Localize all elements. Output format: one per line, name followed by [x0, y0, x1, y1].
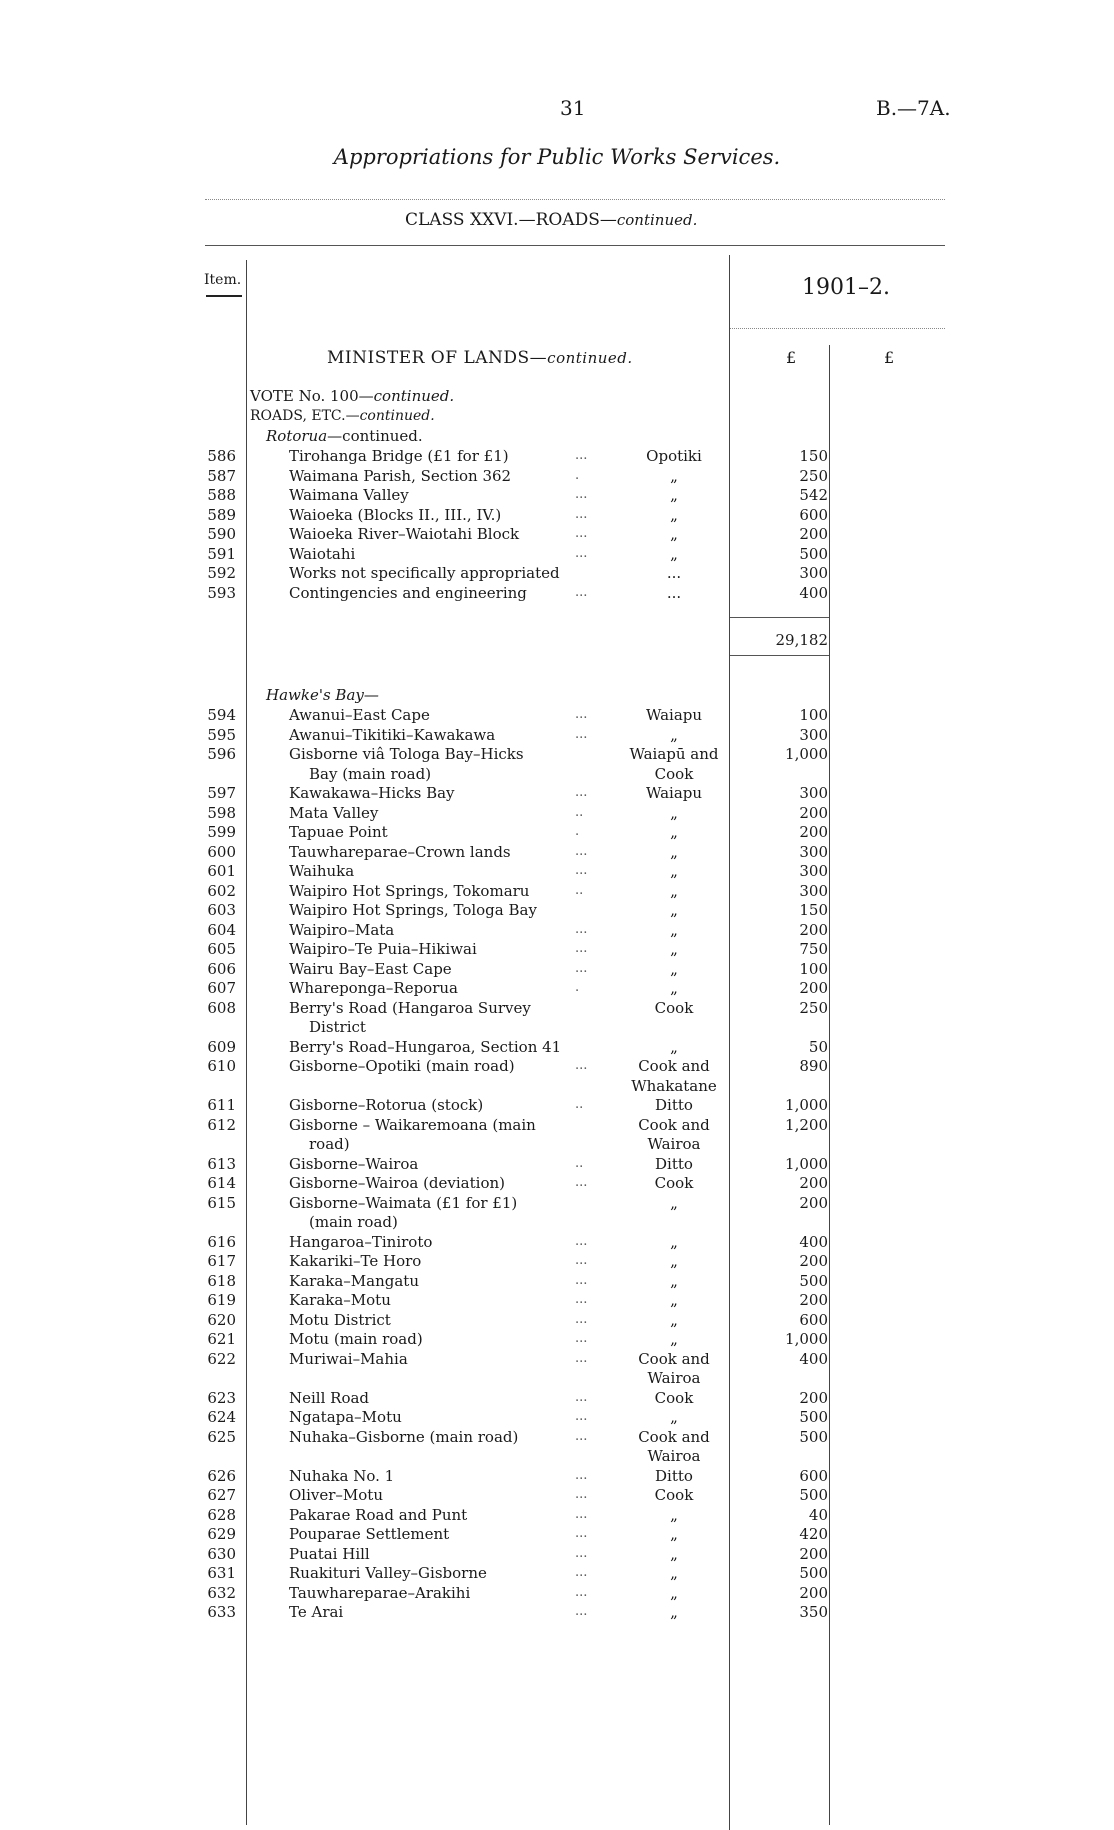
item-number: 620: [207, 1310, 236, 1329]
leader-dots: ...: [575, 941, 588, 956]
road-name: Berry's Road (Hangaroa Survey: [289, 998, 531, 1017]
leader-dots: .: [575, 467, 580, 483]
page-title: Appropriations for Public Works Services.: [333, 145, 781, 169]
electoral-district: Cook and: [638, 1349, 710, 1368]
leader-dots: ...: [575, 1545, 588, 1561]
amount-value: 750: [799, 940, 828, 958]
amount-value: 420: [799, 1525, 828, 1543]
electoral-district: „: [670, 1037, 678, 1056]
table-top-rule: [205, 245, 945, 246]
leader-dots: ...: [575, 1467, 588, 1483]
item-number: 618: [207, 1271, 236, 1290]
electoral-district: „: [670, 1252, 678, 1270]
item-number: 595: [207, 725, 236, 744]
vote-heading-cont: continued.: [373, 387, 455, 405]
road-name: Karaka–Motu: [289, 1291, 391, 1309]
electoral-district: Opotiki: [646, 447, 702, 465]
electoral-district: „: [670, 1544, 678, 1563]
item-number: 626: [207, 1466, 236, 1485]
amount-value: 250: [799, 998, 828, 1017]
item-number: 604: [207, 920, 236, 939]
leader-dots: .: [575, 980, 580, 995]
road-name: Ruakituri Valley–Gisborne: [289, 1564, 487, 1582]
amount-value: 200: [799, 1291, 828, 1309]
leader-dots: .: [575, 824, 580, 839]
electoral-district: „: [670, 1232, 678, 1251]
amount-value: 500: [799, 1271, 828, 1290]
leader-dots: ...: [575, 1604, 588, 1619]
road-name: Hangaroa–Tiniroto: [289, 1232, 433, 1251]
electoral-district: „: [670, 1583, 678, 1602]
amount-value: 542: [799, 486, 828, 504]
electoral-district: Cook: [654, 998, 694, 1017]
item-number: 611: [207, 1096, 236, 1114]
leader-dots: ..: [575, 882, 584, 898]
leader-dots: ...: [575, 545, 588, 561]
electoral-district: „: [670, 505, 678, 524]
road-name: Waihuka: [289, 862, 355, 880]
electoral-district: Cook: [654, 1388, 694, 1407]
item-number: 623: [207, 1388, 236, 1407]
item-number: 610: [207, 1057, 236, 1075]
electoral-district: Cook and: [638, 1115, 710, 1134]
class-heading-cont: continued.: [616, 211, 698, 229]
road-name: Puatai Hill: [289, 1544, 370, 1563]
road-name-continued: Bay (main road): [309, 764, 432, 783]
leader-dots: ...: [575, 1311, 588, 1327]
amount-value: 200: [799, 803, 828, 822]
leader-dots: ...: [575, 1292, 588, 1307]
electoral-district: „: [670, 725, 678, 744]
subtotal-rule: [730, 617, 829, 618]
leader-dots: ...: [575, 584, 588, 600]
item-number: 601: [207, 862, 236, 880]
electoral-district: ...: [666, 564, 682, 582]
road-name: Gisborne–Rotorua (stock): [289, 1096, 484, 1114]
item-number: 594: [207, 706, 236, 724]
electoral-district: „: [670, 823, 678, 841]
electoral-district: Waiapū and: [629, 745, 719, 763]
roads-heading-cont: continued.: [359, 408, 435, 424]
leader-dots: ...: [575, 863, 588, 878]
item-number: 625: [207, 1427, 236, 1446]
road-name: Kakariki–Te Horo: [289, 1252, 422, 1270]
item-number: 606: [207, 959, 236, 978]
item-number: 633: [207, 1603, 236, 1621]
hawkes-bay-heading-text: Hawke's Bay—: [266, 686, 379, 704]
leader-dots: ...: [575, 1409, 588, 1424]
road-name: Waipiro–Te Puia–Hikiwai: [289, 940, 477, 958]
minister-heading-text: MINISTER OF LANDS—: [327, 348, 548, 368]
item-number: 624: [207, 1408, 236, 1426]
electoral-district: „: [670, 466, 678, 485]
amount-value: 500: [799, 1486, 828, 1504]
item-number: 631: [207, 1564, 236, 1582]
amount-value: 40: [808, 1505, 828, 1524]
electoral-district: „: [670, 1603, 678, 1621]
electoral-district: „: [670, 1505, 678, 1524]
electoral-district: „: [670, 544, 678, 563]
electoral-district: „: [670, 842, 678, 861]
item-number: 622: [207, 1349, 236, 1368]
road-name: Waipiro–Mata: [289, 920, 395, 939]
road-name: Te Arai: [289, 1603, 344, 1621]
electoral-district: Cook: [654, 1486, 694, 1504]
electoral-district: ...: [666, 583, 682, 602]
leader-dots: ...: [575, 487, 588, 502]
amount-value: 300: [799, 881, 828, 900]
electoral-district-continued: Whakatane: [631, 1076, 717, 1095]
road-name-continued: road): [309, 1135, 350, 1153]
electoral-district: „: [670, 979, 678, 997]
header-divider: [205, 199, 945, 200]
road-name: Awanui–East Cape: [289, 706, 430, 724]
electoral-district: „: [670, 959, 678, 978]
amount-value: 200: [799, 979, 828, 997]
item-number: 603: [207, 901, 236, 919]
road-name: Waipiro Hot Springs, Tokomaru: [289, 881, 530, 900]
amount-value: 200: [799, 1252, 828, 1270]
item-number: 614: [207, 1174, 236, 1192]
road-name: Tirohanga Bridge (£1 for £1): [289, 447, 509, 465]
item-number: 608: [207, 998, 236, 1017]
road-name: Waioeka River–Waiotahi Block: [289, 525, 520, 543]
year-header: 1901–2.: [802, 275, 890, 300]
class-heading-text: CLASS XXVI.—ROADS—: [405, 210, 617, 230]
road-name: Waimana Valley: [289, 486, 409, 504]
amount-value: 890: [799, 1057, 828, 1075]
subtotal-amount: 29,182: [775, 631, 828, 649]
pound-sign-column-2: £: [884, 348, 895, 367]
leader-dots: ...: [575, 1272, 588, 1288]
electoral-district: Waiapu: [645, 706, 703, 724]
leader-dots: ...: [575, 921, 588, 937]
electoral-district: „: [670, 881, 678, 900]
electoral-district: „: [670, 901, 678, 919]
item-number: 602: [207, 881, 236, 900]
leader-dots: ...: [575, 1526, 588, 1541]
leader-dots: ...: [575, 1350, 588, 1366]
item-number: 632: [207, 1583, 236, 1602]
pound-sign-column-1: £: [786, 348, 797, 367]
road-name: Berry's Road–Hungaroa, Section 41: [289, 1037, 562, 1056]
amount-value: 200: [799, 1174, 828, 1192]
document-reference: B.—7A.: [876, 96, 951, 120]
road-name: Pouparae Settlement: [289, 1525, 450, 1543]
item-header-underline: [206, 295, 242, 297]
road-name: Pakarae Road and Punt: [289, 1505, 468, 1524]
leader-dots: ...: [575, 843, 588, 859]
item-number: 609: [207, 1037, 236, 1056]
amount-value: 500: [799, 544, 828, 563]
item-number: 593: [207, 583, 236, 602]
leader-dots: ...: [575, 448, 588, 463]
amount-value: 200: [799, 823, 828, 841]
amount-value: 500: [799, 1427, 828, 1446]
road-name: Contingencies and engineering: [289, 583, 527, 602]
road-name: Waiotahi: [289, 544, 356, 563]
subtotal-bottom-rule: [730, 655, 829, 656]
electoral-district: Ditto: [655, 1154, 693, 1173]
rotorua-heading-text: Rotorua: [266, 427, 328, 445]
road-name: Oliver–Motu: [289, 1486, 383, 1504]
item-number: 598: [207, 803, 236, 822]
road-name: Whareponga–Reporua: [289, 979, 458, 997]
leader-dots: ...: [575, 1584, 588, 1600]
road-name: Gisborne–Opotiki (main road): [289, 1057, 515, 1075]
road-name: Gisborne–Wairoa: [289, 1154, 419, 1173]
road-name: Tapuae Point: [289, 823, 388, 841]
road-name: Wairu Bay–East Cape: [289, 959, 452, 978]
electoral-district: Waiapu: [645, 784, 703, 802]
electoral-district: „: [670, 940, 678, 958]
electoral-district: Cook and: [638, 1057, 710, 1075]
amount-value: 200: [799, 1193, 828, 1212]
item-number: 597: [207, 784, 236, 802]
electoral-district: „: [670, 803, 678, 822]
item-number: 607: [207, 979, 236, 997]
item-number: 615: [207, 1193, 236, 1212]
leader-dots: ..: [575, 1155, 584, 1171]
rotorua-heading-cont: —continued.: [327, 427, 423, 445]
leader-dots: ..: [575, 804, 584, 820]
item-number: 586: [207, 447, 236, 465]
leader-dots: ...: [575, 1175, 588, 1190]
amount-value: 600: [799, 1310, 828, 1329]
leader-dots: ...: [575, 1058, 588, 1073]
road-name: Ngatapa–Motu: [289, 1408, 402, 1426]
road-name-continued: District: [309, 1018, 366, 1036]
electoral-district: „: [670, 1310, 678, 1329]
electoral-district-continued: Cook: [654, 764, 694, 783]
electoral-district-continued: Wairoa: [647, 1135, 701, 1153]
leader-dots: ..: [575, 1097, 584, 1112]
leader-dots: ...: [575, 960, 588, 976]
item-number: 628: [207, 1505, 236, 1524]
item-number: 587: [207, 466, 236, 485]
vote-heading-text: VOTE No. 100—: [250, 387, 374, 405]
road-name: Gisborne–Wairoa (deviation): [289, 1174, 505, 1192]
amount-value: 1,000: [785, 1154, 828, 1173]
electoral-district: „: [670, 525, 678, 543]
leader-dots: ...: [575, 1389, 588, 1405]
item-number: 600: [207, 842, 236, 861]
item-number: 591: [207, 544, 236, 563]
amount-value: 400: [799, 1232, 828, 1251]
amount-value: 250: [799, 466, 828, 485]
road-name: Nuhaka–Gisborne (main road): [289, 1427, 519, 1446]
item-number: 627: [207, 1486, 236, 1504]
roads-heading: [250, 406, 435, 426]
amount-value: 150: [799, 901, 828, 919]
minister-heading: [327, 348, 633, 368]
item-number: 612: [207, 1115, 236, 1134]
amount-value: 150: [799, 447, 828, 465]
amount-value: 1,000: [785, 745, 828, 763]
amount-value: 1,000: [785, 1096, 828, 1114]
item-number: 619: [207, 1291, 236, 1309]
electoral-district: „: [670, 1525, 678, 1543]
leader-dots: ...: [575, 1428, 588, 1444]
road-name: Tauwhareparae–Crown lands: [289, 842, 511, 861]
leader-dots: ...: [575, 1565, 588, 1580]
amount-value: 50: [808, 1037, 828, 1056]
electoral-district-continued: Wairoa: [647, 1447, 701, 1465]
road-name: Gisborne–Waimata (£1 for £1): [289, 1193, 518, 1212]
electoral-district: Ditto: [655, 1466, 693, 1485]
amount-value: 200: [799, 1388, 828, 1407]
item-number: 616: [207, 1232, 236, 1251]
amount-value: 300: [799, 842, 828, 861]
amount-value: 300: [799, 784, 828, 802]
leader-dots: ...: [575, 1487, 588, 1502]
amount-value: 200: [799, 525, 828, 543]
electoral-district: Ditto: [655, 1096, 693, 1114]
hawkes-bay-heading: [266, 685, 379, 705]
electoral-district-continued: Wairoa: [647, 1369, 701, 1387]
amount-value: 400: [799, 1349, 828, 1368]
minister-heading-cont: continued.: [547, 349, 633, 367]
road-name: Neill Road: [289, 1388, 370, 1407]
item-number: 589: [207, 505, 236, 524]
item-number: 596: [207, 745, 236, 763]
road-name: Karaka–Mangatu: [289, 1271, 419, 1290]
leader-dots: ...: [575, 1331, 588, 1346]
leader-dots: ...: [575, 726, 588, 742]
road-name: Muriwai–Mahia: [289, 1349, 408, 1368]
item-column-line: [246, 260, 247, 1825]
road-name-continued: (main road): [309, 1213, 398, 1231]
amount-value: 600: [799, 1466, 828, 1485]
road-name: Waioeka (Blocks II., III., IV.): [289, 505, 502, 524]
amount-column-line: [829, 345, 830, 1825]
item-column-header: Item.: [204, 272, 242, 288]
amount-value: 200: [799, 920, 828, 939]
amount-value: 200: [799, 1544, 828, 1563]
amount-value: 300: [799, 725, 828, 744]
electoral-district: „: [670, 920, 678, 939]
leader-dots: ...: [575, 1253, 588, 1268]
item-number: 590: [207, 525, 236, 543]
amount-value: 300: [799, 862, 828, 880]
item-number: 617: [207, 1252, 236, 1270]
amount-value: 500: [799, 1408, 828, 1426]
amount-value: 200: [799, 1583, 828, 1602]
item-number: 613: [207, 1154, 236, 1173]
item-number: 592: [207, 564, 236, 582]
leader-dots: ...: [575, 785, 588, 800]
road-name: Gisborne – Waikaremoana (main: [289, 1115, 536, 1134]
road-name: Motu District: [289, 1310, 391, 1329]
amount-value: 350: [799, 1603, 828, 1621]
road-name: Motu (main road): [289, 1330, 423, 1348]
leader-dots: ...: [575, 1506, 588, 1522]
amount-value: 300: [799, 564, 828, 582]
item-number: 621: [207, 1330, 236, 1348]
road-name: Tauwhareparae–Arakihi: [289, 1583, 471, 1602]
amount-value: 1,000: [785, 1330, 828, 1348]
amount-value: 1,200: [785, 1115, 828, 1134]
amount-value: 600: [799, 505, 828, 524]
road-name: Works not specifically appropriated: [289, 564, 560, 582]
electoral-district: „: [670, 1271, 678, 1290]
amount-value: 400: [799, 583, 828, 602]
electoral-district: „: [670, 1408, 678, 1426]
electoral-district: „: [670, 1291, 678, 1309]
road-name: Nuhaka No. 1: [289, 1466, 395, 1485]
road-name: Waipiro Hot Springs, Tologa Bay: [289, 901, 537, 919]
item-number: 588: [207, 486, 236, 504]
electoral-district: Cook: [654, 1174, 694, 1192]
electoral-district: „: [670, 862, 678, 880]
leader-dots: ...: [575, 506, 588, 522]
item-number: 599: [207, 823, 236, 841]
rotorua-heading: [266, 426, 423, 446]
road-name: Mata Valley: [289, 803, 379, 822]
roads-heading-text: ROADS, ETC.—: [250, 408, 360, 424]
item-number: 605: [207, 940, 236, 958]
road-name: Kawakawa–Hicks Bay: [289, 784, 455, 802]
vote-heading: [250, 386, 454, 406]
year-divider: [730, 328, 945, 329]
electoral-district: „: [670, 1330, 678, 1348]
electoral-district: „: [670, 1564, 678, 1582]
amount-value: 500: [799, 1564, 828, 1582]
leader-dots: ...: [575, 1233, 588, 1249]
page-number: 31: [560, 96, 586, 120]
class-heading: [405, 210, 697, 230]
item-number: 630: [207, 1544, 236, 1563]
road-name: Waimana Parish, Section 362: [289, 466, 512, 485]
electoral-district: „: [670, 486, 678, 504]
leader-dots: ...: [575, 707, 588, 722]
road-name: Awanui–Tikitiki–Kawakawa: [289, 725, 496, 744]
leader-dots: ...: [575, 526, 588, 541]
electoral-district: Cook and: [638, 1427, 710, 1446]
amount-value: 100: [799, 959, 828, 978]
item-number: 629: [207, 1525, 236, 1543]
amount-value: 100: [799, 706, 828, 724]
road-name: Gisborne viâ Tologa Bay–Hicks: [289, 745, 524, 763]
electoral-district: „: [670, 1193, 678, 1212]
